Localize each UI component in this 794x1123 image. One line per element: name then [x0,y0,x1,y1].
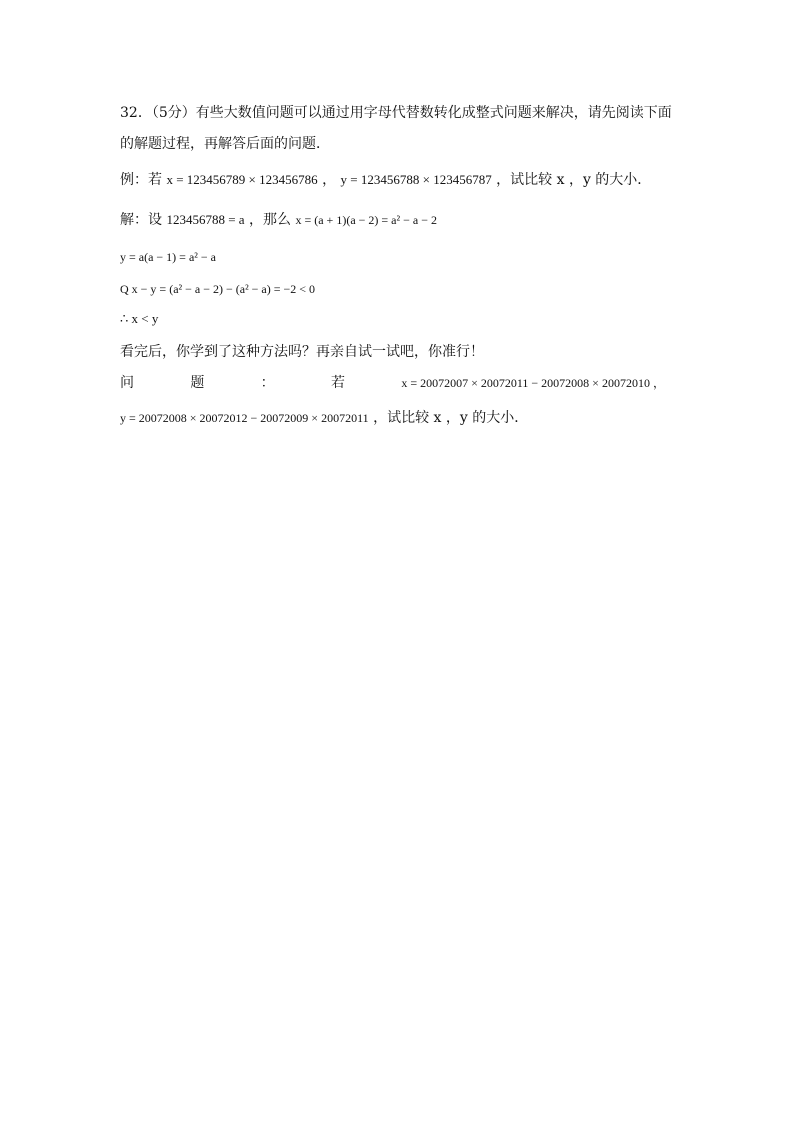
question-line-2 [120,408,528,428]
difference-expression: Q x − y = (a² − a − 2) − (a² − a) = −2 < 0 [120,282,316,296]
question-char-wen: 问 [120,375,134,391]
question-char-ti: 题 [190,375,205,391]
question-x-equation: x = 20072007 × 20072011 − 20072008 × 20072010 ， [401,376,665,390]
substitution-equation: 123456788 = a [166,212,245,227]
example-separator: ， [322,172,337,188]
y-expansion: y = a(a − 1) = a² − a [120,250,216,264]
problem-intro-line-2 [120,134,330,154]
example-x-equation: x = 123456789 × 123456786 [166,172,318,187]
question-line-1 [120,373,665,393]
solution-conclusion: ∴ x < y [120,311,159,326]
question-ruo: 若 [330,375,345,391]
task-prompt: 看完后，你学到了这种方法吗？再亲自试一试吧，你准行！ [120,344,484,360]
solution-label: 解：设 [120,212,162,228]
question-tail: ，试比较 x ，y 的大小． [373,410,529,426]
solution-line-4 [120,309,158,329]
problem-intro-text-2: 的解题过程，再解答后面的问题． [120,136,330,152]
x-expansion: x = (a + 1)(a − 2) = a² − a − 2 [295,213,437,227]
example-line [120,170,651,190]
example-tail: ，试比较 x ，y 的大小． [496,172,652,188]
example-y-equation: y = 123456788 × 123456787 [340,172,492,187]
solution-line-3 [120,279,315,299]
solution-sub-tail: ，那么 [249,212,292,228]
solution-line-1 [120,210,437,230]
question-colon: ： [260,375,275,391]
problem-intro-line-1 [120,103,672,123]
example-label: 例：若 [120,172,162,188]
task-prompt-line [120,342,484,362]
question-y-equation: y = 20072008 × 20072012 − 20072009 × 20072011 [120,411,369,425]
solution-line-2 [120,247,216,267]
problem-intro-text-1: 32．（5分）有些大数值问题可以通过用字母代替数转化成整式问题来解决，请先阅读下面 [120,105,672,121]
